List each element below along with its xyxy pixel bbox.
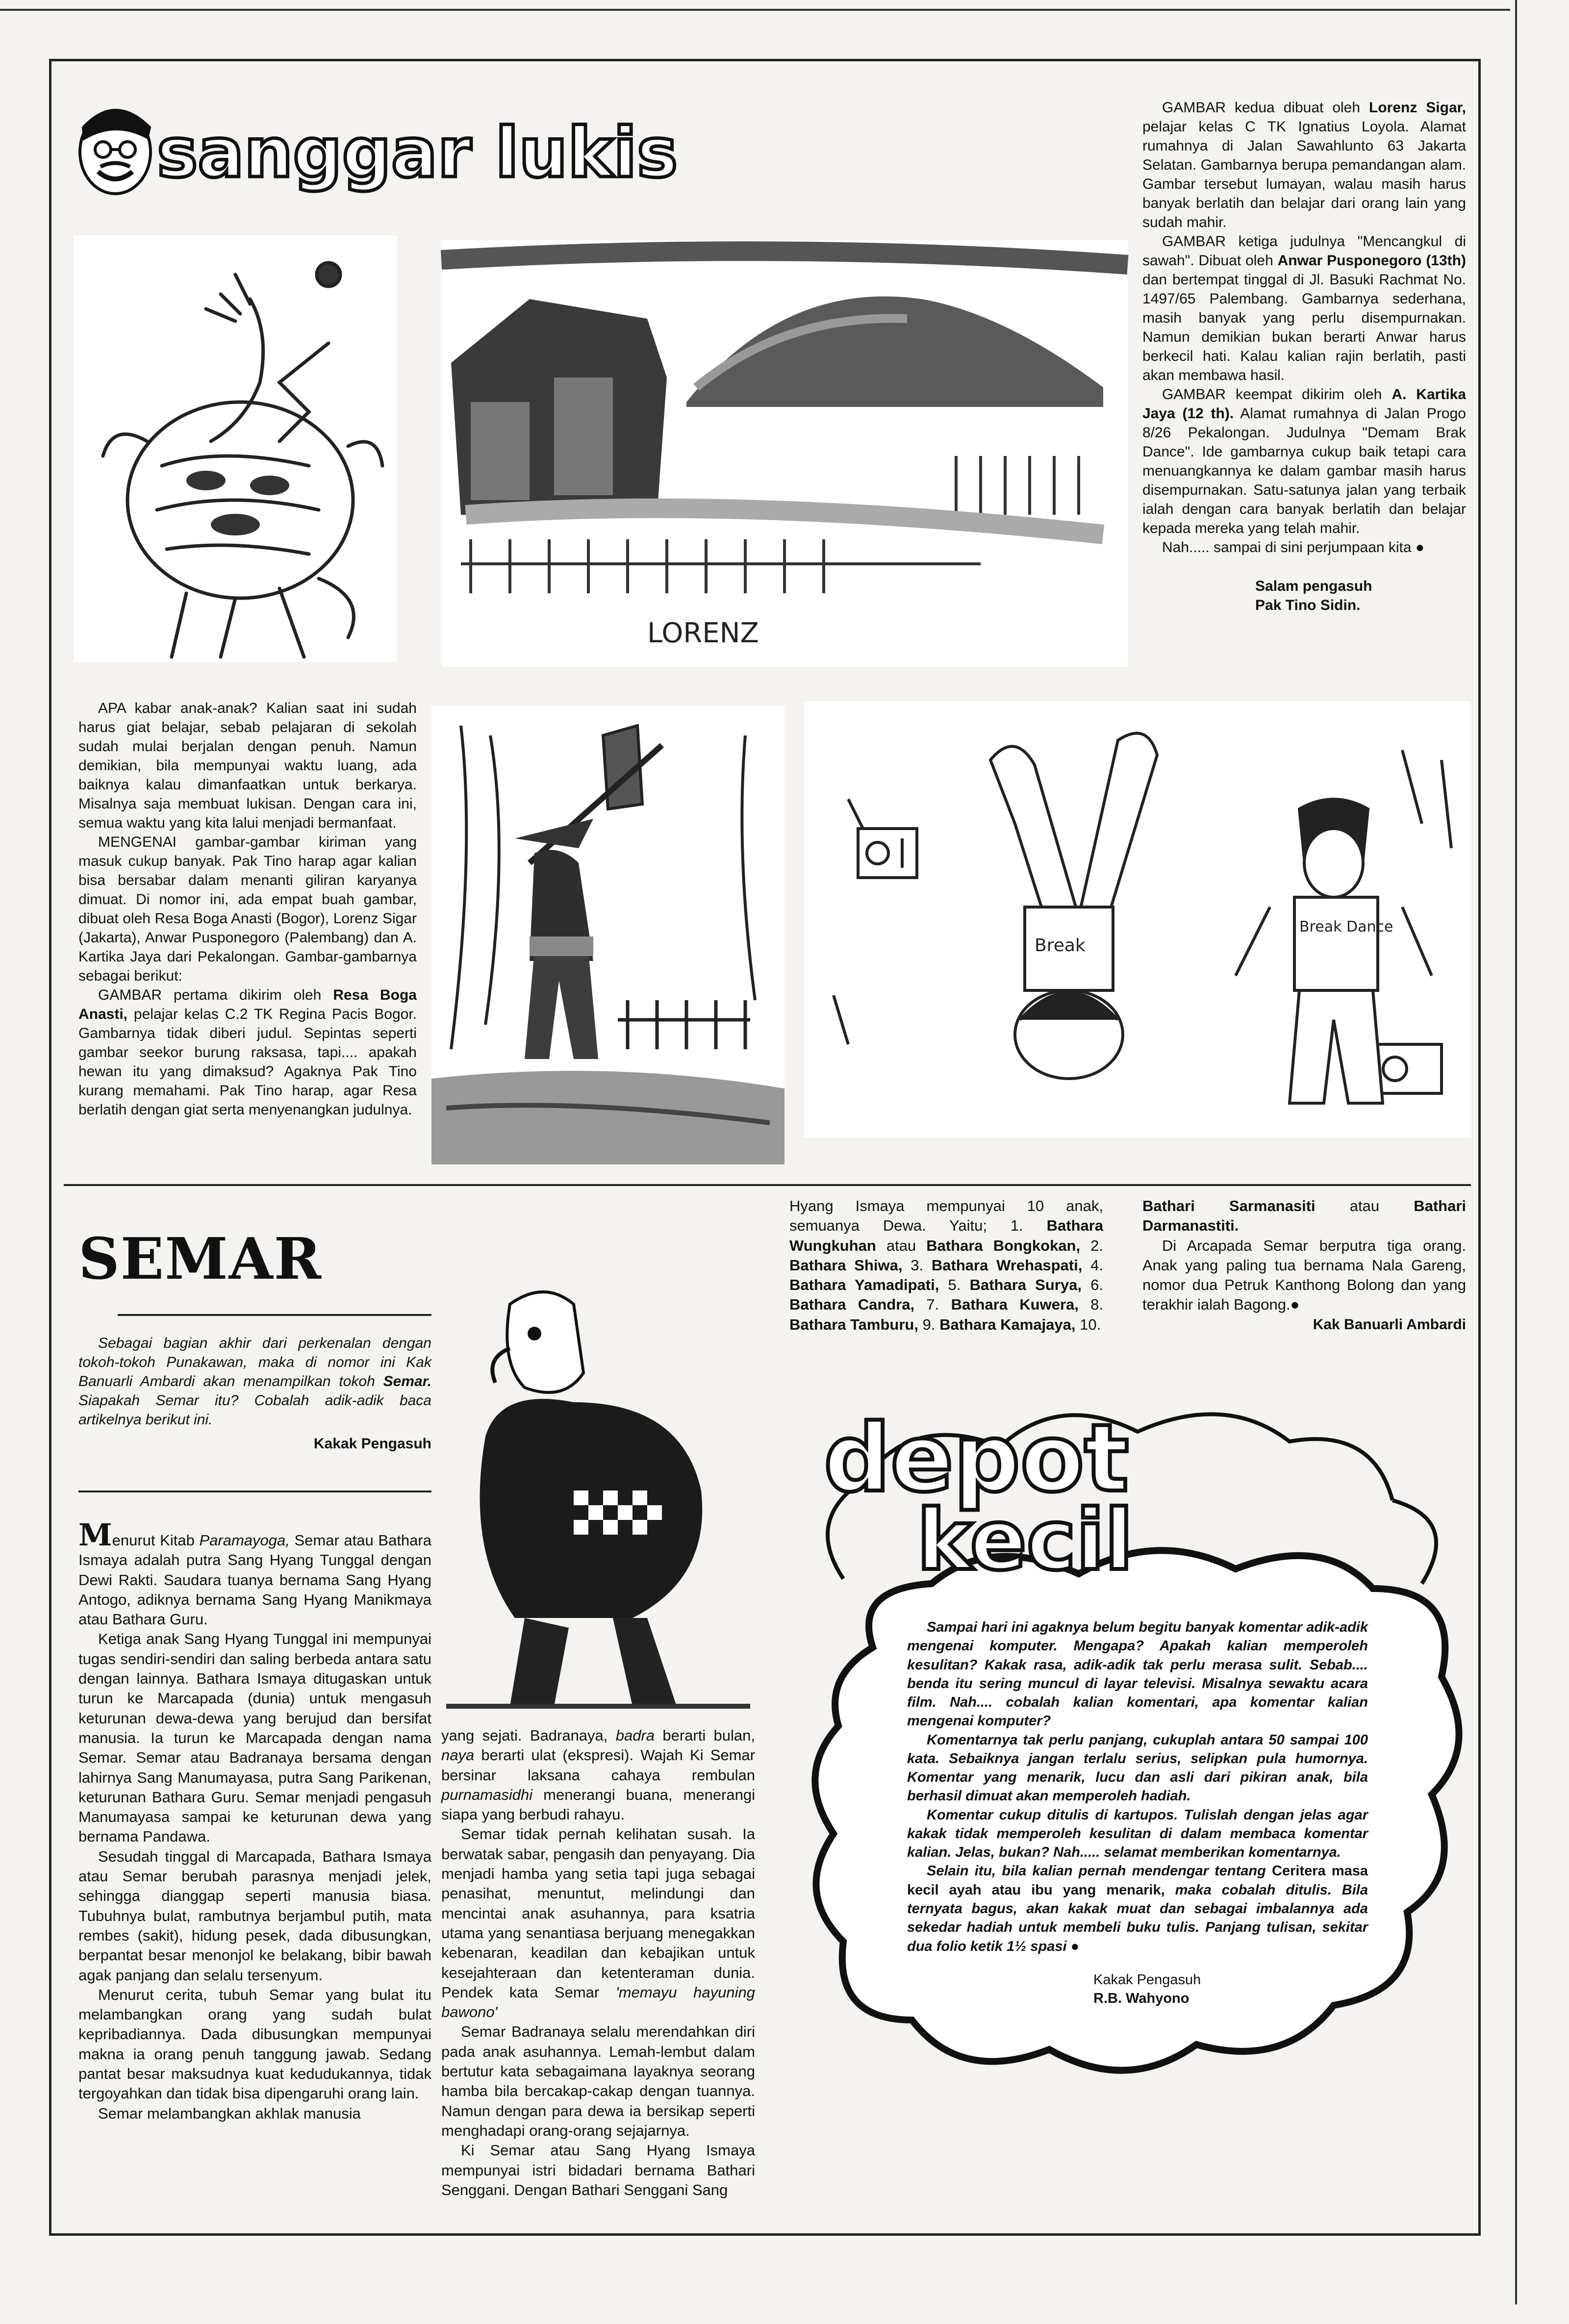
- dewa-name: Bathara Wungkuhan: [789, 1217, 1103, 1254]
- signature-line-2: Pak Tino Sidin.: [1255, 597, 1361, 613]
- para-text: 2.: [1080, 1237, 1104, 1254]
- para-text: Komentarnya tak perlu panjang, cukuplah antara 50 sampai 100 kata. Sebaiknya jangan terlalu serius, selipkan pula humornya. Komentar yang menarik, lucu dan asli dari pikiran anak, bila berhasil dimuat akan memperoleh hadiah.: [907, 1732, 1368, 1804]
- dewa-name: Bathara Yamadipati,: [789, 1276, 939, 1294]
- artist-name: Resa Boga Anasti,: [78, 987, 417, 1022]
- signature-line-1: Salam pengasuh: [1255, 578, 1372, 594]
- para-intro: APA kabar anak-anak? Kalian saat ini sudah harus giat belajar, sebab pelajaran di sekolah sudah mulai berjalan dengan penuh. Namun demikian, bila mempunyai waktu luang, ada baiknya kalau dimanfaatkan untuk berkarya. Misalnya saja membuat lukisan. Dengan cara ini, semua waktu yang kita lalui menjadi bermanfaat.: [78, 700, 417, 831]
- para-text: 10.: [1075, 1315, 1101, 1333]
- intro-rule: [78, 1490, 431, 1492]
- para-italic: naya: [441, 1746, 475, 1764]
- semar-title: SEMAR: [78, 1226, 322, 1292]
- para-text: pelajar kelas C TK Ignatius Loyola. Alamat rumahnya di Jalan Sawahlunto 63 Jakarta Selatan. Gambarnya berupa pemandangan alam. Gambar tersebut lumayan, walau masih harus banyak berlatih dan belajar dari orang lain yang sudah mahir.: [1142, 119, 1466, 230]
- para-text: Di Arcapada Semar berputra tiga orang. Anak yang paling tua bernama Nala Gareng, nomor dua Petruk Kanthong Bolong dan yang terakhir ialah Bagong.●: [1142, 1237, 1466, 1314]
- right-edge-line: [1515, 0, 1517, 2304]
- para-text: Semar Badranaya selalu merendahkan diri pada anak asuhannya. Lemah-lembut dalam bertutur kata sebagaimana layaknya seorang hamba bila bercakap-cakap dengan tuannya. Namun dengan para dewa ia bersikap seperti menghadapi orang-orang sejajarnya.: [441, 2023, 755, 2139]
- para-text: GAMBAR keempat dikirim oleh: [1162, 386, 1392, 403]
- artist-name: Anwar Pusponegoro (13th): [1277, 253, 1466, 269]
- dewa-name: Bathara Surya,: [969, 1276, 1082, 1294]
- para-text: 3.: [902, 1256, 932, 1274]
- left-column-text: [78, 699, 417, 1119]
- landscape-drawing: [441, 240, 1128, 667]
- para-text: Ketiga anak Sang Hyang Tunggal ini mempunyai tugas sendiri-sendiri dan saling berbeda antara satu dengan lainnya. Bathara Ismaya ditugaskan untuk turun ke Marcapada (dunia) untuk mengasuh keturunan dewa-dewa yang berujud dan bersifat manusia. Ia turun ke Marcapada dengan nama Semar. Semar atau Badranaya bersama dengan lahirnya Sang Manumayasa, putra Sang Parikenan, keturunan Bathara Guru. Semar menjadi pengasuh Manumayasa sampai ke keturunan dewa yang bernama Pandawa.: [78, 1630, 431, 1845]
- semar-column-4: [1142, 1196, 1466, 1334]
- para-text: Semar melambangkan akhlak manusia: [98, 2104, 361, 2122]
- depot-signature-1: Kakak Pengasuh: [1093, 1971, 1201, 1988]
- semar-wayang-drawing: [427, 1275, 770, 1731]
- bird-drawing: [74, 235, 397, 662]
- para-italic: 'memayu hayuning bawono': [441, 1983, 755, 2021]
- para-italic: badra: [615, 1727, 655, 1744]
- para-text: maka cobalah ditulis. Bila ternyata bagus, akan kakak muat dan sebagai imbalannya ada sekedar hadiah untuk membeli buku tulis. Panjang tulisan, sekitar dua folio ketik 1½ spasi ●: [907, 1882, 1368, 1954]
- para-text: atau: [876, 1237, 927, 1254]
- dewa-name: Bathara Tamburu,: [789, 1315, 918, 1333]
- tino-sidin-caricature-icon: [80, 110, 151, 194]
- para-text: 4.: [1082, 1256, 1103, 1274]
- dewi-name: Bathari Darmanastiti.: [1142, 1197, 1466, 1235]
- intro-text: Siapakah Semar itu? Cobalah adik-adik baca artikelnya berikut ini.: [78, 1392, 431, 1428]
- artist-name: A. Kartika Jaya (12 th).: [1142, 386, 1466, 422]
- section-divider: [64, 1184, 1471, 1186]
- intro-text: Sebagai bagian akhir dari perkenalan dengan tokoh-tokoh Punakawan, maka di nomor ini Kak Banuarli Ambardi akan menampilkan tokoh: [78, 1335, 431, 1389]
- para-mengenai: MENGENAI gambar-gambar kiriman yang masuk cukup banyak. Pak Tino harap agar kalian bisa bersabar dalam menanti giliran karyanya dimuat. Di nomor ini, ada empat buah gambar, dibuat oleh Resa Boga Anasti (Bogor), Lorenz Sigar (Jakarta), Anwar Pusponegoro (Palembang) dan A. Kartika Jaya dari Pekalongan. Gambar-gambarnya sebagai berikut:: [78, 834, 417, 984]
- title-rule: [118, 1314, 431, 1316]
- para-italic: purnamasidhi: [441, 1786, 533, 1803]
- top-edge-line: [0, 9, 1510, 11]
- para-text: dan bertempat tinggal di Jl. Basuki Rachmat No. 1497/65 Palembang. Gambarnya sederhana, masih banyak yang perlu disempurnakan. Namun demikian bukan berarti Anwar harus berkecil hati. Kalau kalian rajin berlatih, pasti akan membawa hasil.: [1142, 272, 1466, 383]
- dewa-name: Bathara Candra,: [789, 1296, 915, 1314]
- breakdance-drawing: [804, 701, 1471, 1137]
- semar-column-2: [441, 1726, 755, 2200]
- para-text: menerangi buana, menerangi siapa yang berbudi rahayu.: [441, 1786, 755, 1823]
- dewa-name: Bathara Kamajaya,: [939, 1315, 1076, 1333]
- para-text: Selain itu, bila kalian pernah mendengar tentang: [927, 1863, 1272, 1879]
- depot-signature-2: R.B. Wahyono: [1093, 1991, 1189, 2007]
- right-column-top: [1142, 98, 1466, 615]
- para-text: Hyang Ismaya mempunyai 10 anak, semuanya Dewa. Yaitu; 1.: [789, 1197, 1103, 1235]
- dewa-name: Bathara Bongkokan,: [926, 1237, 1081, 1254]
- para-text: Semar tidak pernah kelihatan susah. Ia berwatak sabar, pengasih dan penyayang. Dia menjadi hamba yang setia tapi juga sebagai penasihat, menuntut, melindungi dan mencintai anak asuhannya, para ksatria utama yang senantiasa berjuang menegakkan kebenaran, keadilan dan kebajikan untuk kesejahteraan dan ketenteraman dunia. Pendek kata Semar: [441, 1825, 755, 2001]
- para-text: pelajar kelas C.2 TK Regina Pacis Bogor. Gambarnya tidak diberi judul. Sepintas seperti gambar seekor burung raksasa, tapi.... apakah hewan itu yang dimaksud? Agaknya Pak Tino kurang memahami. Pak Tino harap, agar Resa berlatih dengan giat serta menyenangkan judulnya.: [78, 1006, 417, 1118]
- para-text: berarti ulat (ekspresi). Wajah Ki Semar bersinar laksana cahaya rembulan: [441, 1746, 755, 1784]
- semar-signature: Kak Banuarli Ambardi: [1313, 1316, 1466, 1333]
- para-text: Ki Semar atau Sang Hyang Ismaya mempunyai istri bidadari bernama Bathari Senggani. Dengan Bathari Senggani Sang: [441, 2142, 755, 2198]
- para-text: GAMBAR kedua dibuat oleh: [1162, 100, 1369, 116]
- sanggar-logo: [69, 93, 678, 211]
- para-text: 7.: [914, 1296, 951, 1314]
- dewa-name: Bathara Wrehaspati,: [931, 1256, 1083, 1274]
- para-text: yang sejati. Badranaya,: [441, 1727, 616, 1744]
- closing-line: Nah..... sampai di sini perjumpaan kita ●: [1162, 539, 1425, 556]
- shirt-text-1: Break: [1035, 935, 1086, 956]
- artist-name: Lorenz Sigar,: [1369, 100, 1466, 116]
- farmer-drawing: [431, 706, 784, 1164]
- depot-kecil-text: [907, 1618, 1368, 2008]
- dewa-name: Bathara Shiwa,: [789, 1256, 903, 1274]
- para-italic: Paramayoga,: [199, 1532, 290, 1549]
- para-text: 9.: [918, 1315, 940, 1333]
- para-text: berarti bulan,: [655, 1727, 755, 1744]
- para-text: Semar atau Bathara Ismaya adalah putra Sang Hyang Tunggal dengan Dewi Rakti. Saudara tuanya bernama Sang Hyang Antogo, adiknya bernama Sang Hyang Manikmaya atau Bathara Guru.: [78, 1532, 431, 1628]
- para-text: Menurut cerita, tubuh Semar yang bulat itu melambangkan orang yang sudah bulat kepribadiannya. Dada dibusungkan mempunyai makna ia orang penuh tanggung jawab. Sedang pantat besar maksudnya kuat kedudukannya, tidak tergoyahkan dan tidak bisa dipengaruhi orang lain.: [78, 1986, 431, 2102]
- para-text: atau: [1315, 1197, 1414, 1214]
- semar-intro: [78, 1334, 431, 1453]
- para-text: 6.: [1081, 1276, 1103, 1294]
- semar-column-3: [789, 1196, 1103, 1335]
- para-text: enurut Kitab: [112, 1532, 200, 1549]
- para-text: 8.: [1078, 1296, 1104, 1314]
- para-highlight: Ceritera masa kecil ayah atau ibu yang menarik,: [907, 1863, 1368, 1898]
- dewi-name: Bathari Sarmanasiti: [1142, 1197, 1316, 1214]
- shirt-text-2: Break Dance: [1299, 918, 1393, 935]
- depot-logo-word-1: depot: [824, 1404, 1129, 1513]
- depot-logo-word-2: kecil: [917, 1492, 1134, 1589]
- para-text: GAMBAR pertama dikirim oleh: [98, 987, 333, 1003]
- intro-signature: Kakak Pengasuh: [313, 1436, 431, 1452]
- lorenz-signature: LORENZ: [647, 617, 759, 649]
- para-text: Sampai hari ini agaknya belum begitu banyak komentar adik-adik mengenai komputer. Mengapa? Apakah kalian memperoleh kesulitan? Kakak rasa, adik-adik tak perlu merasa sulit. Sebab.... benda itu sering muncul di layar televisi. Misalnya sewaktu acara film. Nah.... cobalah kalian komentari, apa komentar kalian mengenai komputer?: [907, 1619, 1368, 1729]
- drop-cap: M: [78, 1517, 112, 1553]
- dewa-name: Bathara Kuwera,: [951, 1296, 1079, 1314]
- semar-column-1: [78, 1517, 431, 2123]
- intro-name: Semar.: [383, 1373, 431, 1389]
- para-text: Sesudah tinggal di Marcapada, Bathara Ismaya atau Semar berubah parasnya menjadi jelek, sehingga dianggap seperti manusia biasa. Tubuhnya bulat, rambutnya berjambul putih, mata rembes (sakit), hidung pesek, dada dibusungkan, berpantat besar menonjol ke belakang, bibir bawah agak panjang dan selalu tersenyum.: [78, 1847, 431, 1984]
- para-text: Komentar cukup ditulis di kartupos. Tulislah dengan jelas agar kakak tidak memperoleh kesulitan di dalam membaca komentar kalian. Jelas, bukan? Nah..... selamat memberikan komentarnya.: [907, 1807, 1368, 1861]
- para-text: Alamat rumahnya di Jalan Progo 8/26 Pekalongan. Judulnya "Demam Brak Dance". Ide gambarnya cukup baik tetapi cara menuangkannya ke dalam gambar masih harus disempurnakan. Satu-satunya jalan yang terbaik ialah dengan cara banyak berlatih dan belajar kepada mereka yang telah mahir.: [1142, 405, 1466, 536]
- para-text: 5.: [939, 1276, 970, 1294]
- logo-text: sanggar lukis: [157, 113, 678, 193]
- para-text: GAMBAR ketiga judulnya "Mencangkul di sawah". Dibuat oleh: [1142, 233, 1466, 269]
